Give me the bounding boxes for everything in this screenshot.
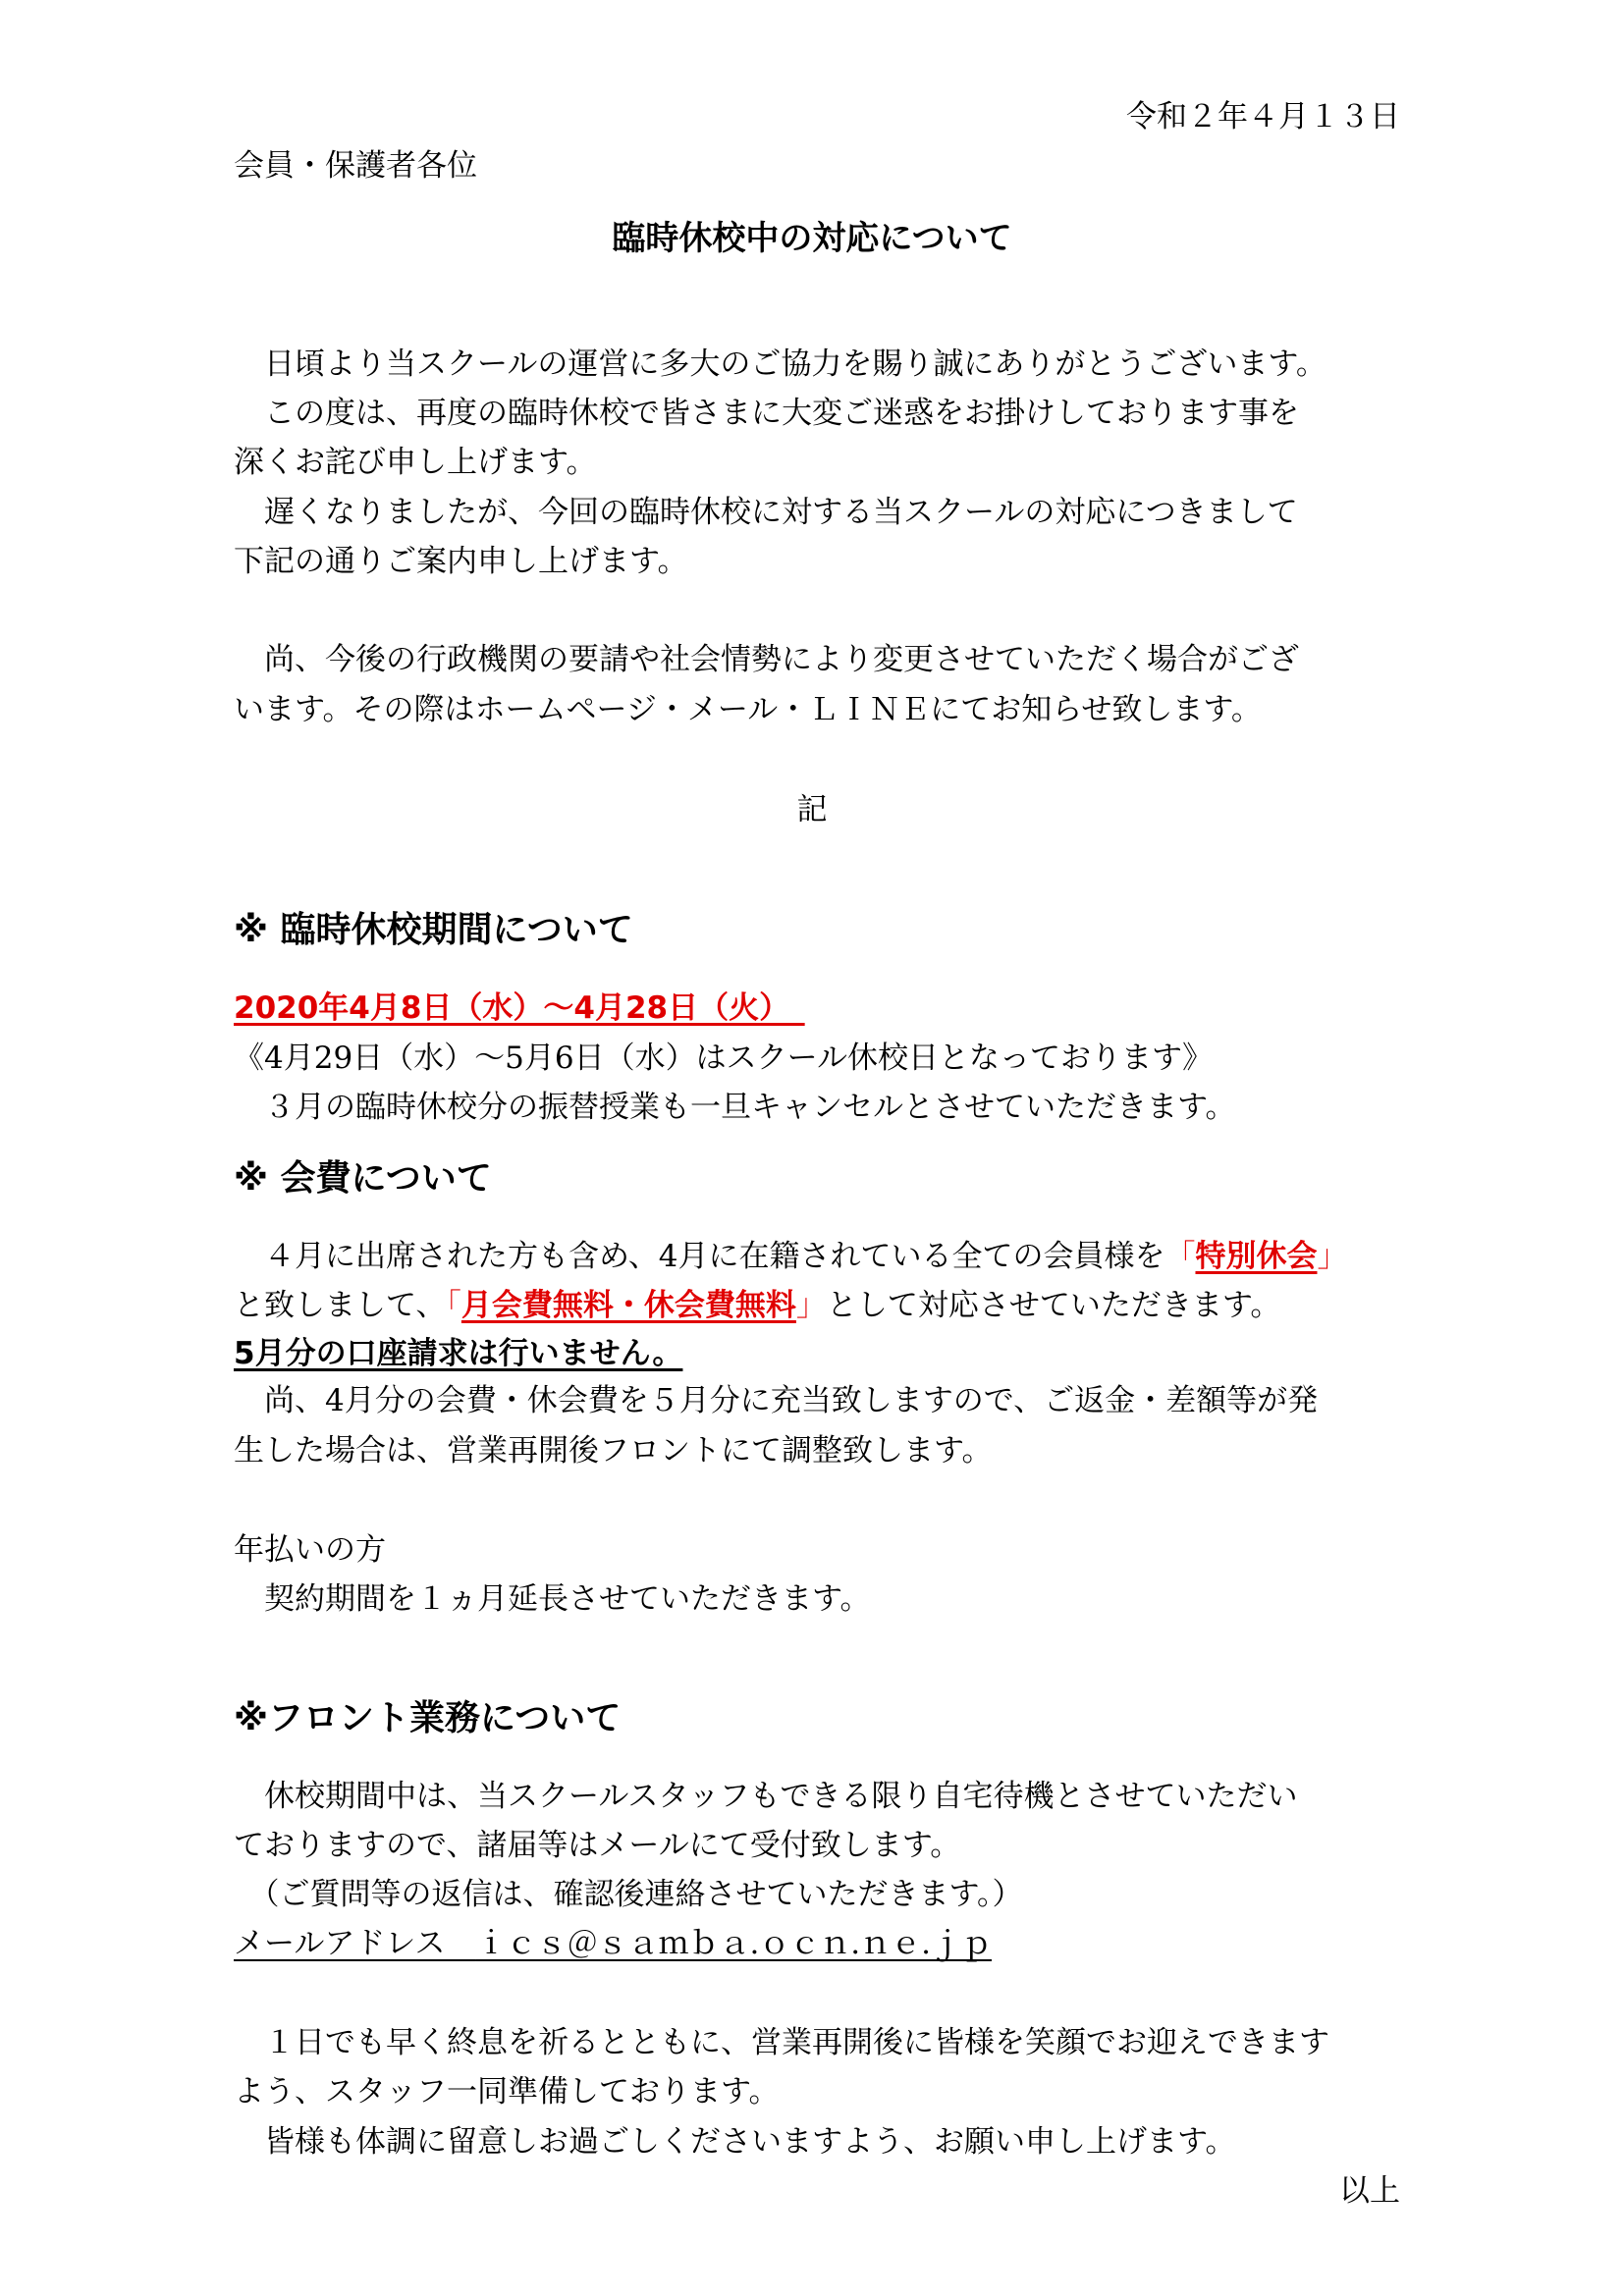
bracket-close: 」 xyxy=(795,1288,827,1323)
front-line-1: 休校期間中は、当スクールスタッフもできる限り自宅待機とさせていただい xyxy=(234,1779,1298,1814)
email-label: メールアドレス xyxy=(234,1926,476,1961)
closing-line-3: 皆様も体調に留意しお過ごしくださいますよう、お願い申し上げます。 xyxy=(234,2124,1236,2160)
fee-line-3: 尚、4月分の会費・休会費を５月分に充当致しますので、ご返金・差額等が発 xyxy=(234,1383,1319,1418)
school-holiday-note: 《4月29日（水）～5月6日（水）はスクール休校日となっております》 xyxy=(234,1041,1213,1076)
fee-line-4: 生した場合は、営業再開後フロントにて調整致します。 xyxy=(234,1433,993,1468)
fee-line-2-text-b: として対応させていただきます。 xyxy=(826,1288,1281,1323)
ki-marker: 記 xyxy=(796,792,828,828)
document-title: 臨時休校中の対応について xyxy=(612,219,1012,258)
fee-line-1-text: ４月に出席された方も含め、4月に在籍されている全ての会員様を xyxy=(234,1239,1165,1274)
front-line-3: （ご質問等の返信は、確認後連絡させていただきます。） xyxy=(234,1877,1023,1912)
bracket-open: 「 xyxy=(446,1288,461,1323)
annual-payers-label: 年払いの方 xyxy=(234,1532,386,1568)
closure-dates: 2020年4月8日（水）～4月28日（火） xyxy=(234,990,805,1026)
closing-line-1: １日でも早く終息を祈るとともに、営業再開後に皆様を笑顔でお迎えできます xyxy=(234,2025,1329,2060)
intro-paragraph-3-line-1: 遅くなりましたが、今回の臨時休校に対する当スクールの対応につきまして xyxy=(234,495,1298,530)
free-fee-term: 月会費無料・休会費無料 xyxy=(460,1288,796,1323)
intro-paragraph-4-line-1: 尚、今後の行政機関の要請や社会情勢により変更させていただく場合がござ xyxy=(234,642,1299,677)
closing-end-mark: 以上 xyxy=(1339,2173,1400,2209)
annual-payers-text: 契約期間を１ヵ月延長させていただきます。 xyxy=(234,1581,871,1617)
bracket-open: 「 xyxy=(1164,1239,1196,1274)
heading-fees: ※ 会費について xyxy=(234,1158,492,1199)
front-line-2: ておりますので、諸届等はメールにて受付致します。 xyxy=(234,1828,961,1863)
intro-paragraph-1: 日頃より当スクールの運営に多大のご協力を賜り誠にありがとうございます。 xyxy=(234,347,1326,382)
bracket-close: 」 xyxy=(1317,1239,1348,1274)
fee-line-1 xyxy=(234,1238,1347,1276)
fee-line-2 xyxy=(234,1287,1280,1325)
heading-front-desk: ※フロント業務について xyxy=(234,1698,622,1738)
document-date: 令和２年４月１３日 xyxy=(1126,99,1400,134)
recipients: 会員・保護者各位 xyxy=(234,148,477,184)
closing-line-2: よう、スタッフ一同準備しております。 xyxy=(234,2074,780,2109)
email-address[interactable]: ｉｃｓ＠ｓａｍｂａ.ｏｃｎ.ｎｅ.ｊｐ xyxy=(475,1926,993,1961)
intro-paragraph-2-line-1: この度は、再度の臨時休校で皆さまに大変ご迷惑をお掛けしております事を xyxy=(234,396,1299,431)
special-leave-term: 特別休会 xyxy=(1195,1239,1318,1274)
no-debit-notice: 5月分の口座請求は行いません。 xyxy=(234,1336,683,1371)
email-line xyxy=(234,1925,992,1963)
intro-paragraph-4-line-2: います。その際はホームページ・メール・ＬＩＮＥにてお知らせ致します。 xyxy=(234,692,1262,727)
fee-line-2-text-a: と致しまして、 xyxy=(234,1288,447,1323)
heading-closure-period: ※ 臨時休校期間について xyxy=(234,910,633,950)
intro-paragraph-3-line-2: 下記の通りご案内申し上げます。 xyxy=(234,544,688,579)
intro-paragraph-2-line-2: 深くお詫び申し上げます。 xyxy=(234,445,597,480)
makeup-cancel-line: ３月の臨時休校分の振替授業も一旦キャンセルとさせていただきます。 xyxy=(234,1090,1236,1125)
